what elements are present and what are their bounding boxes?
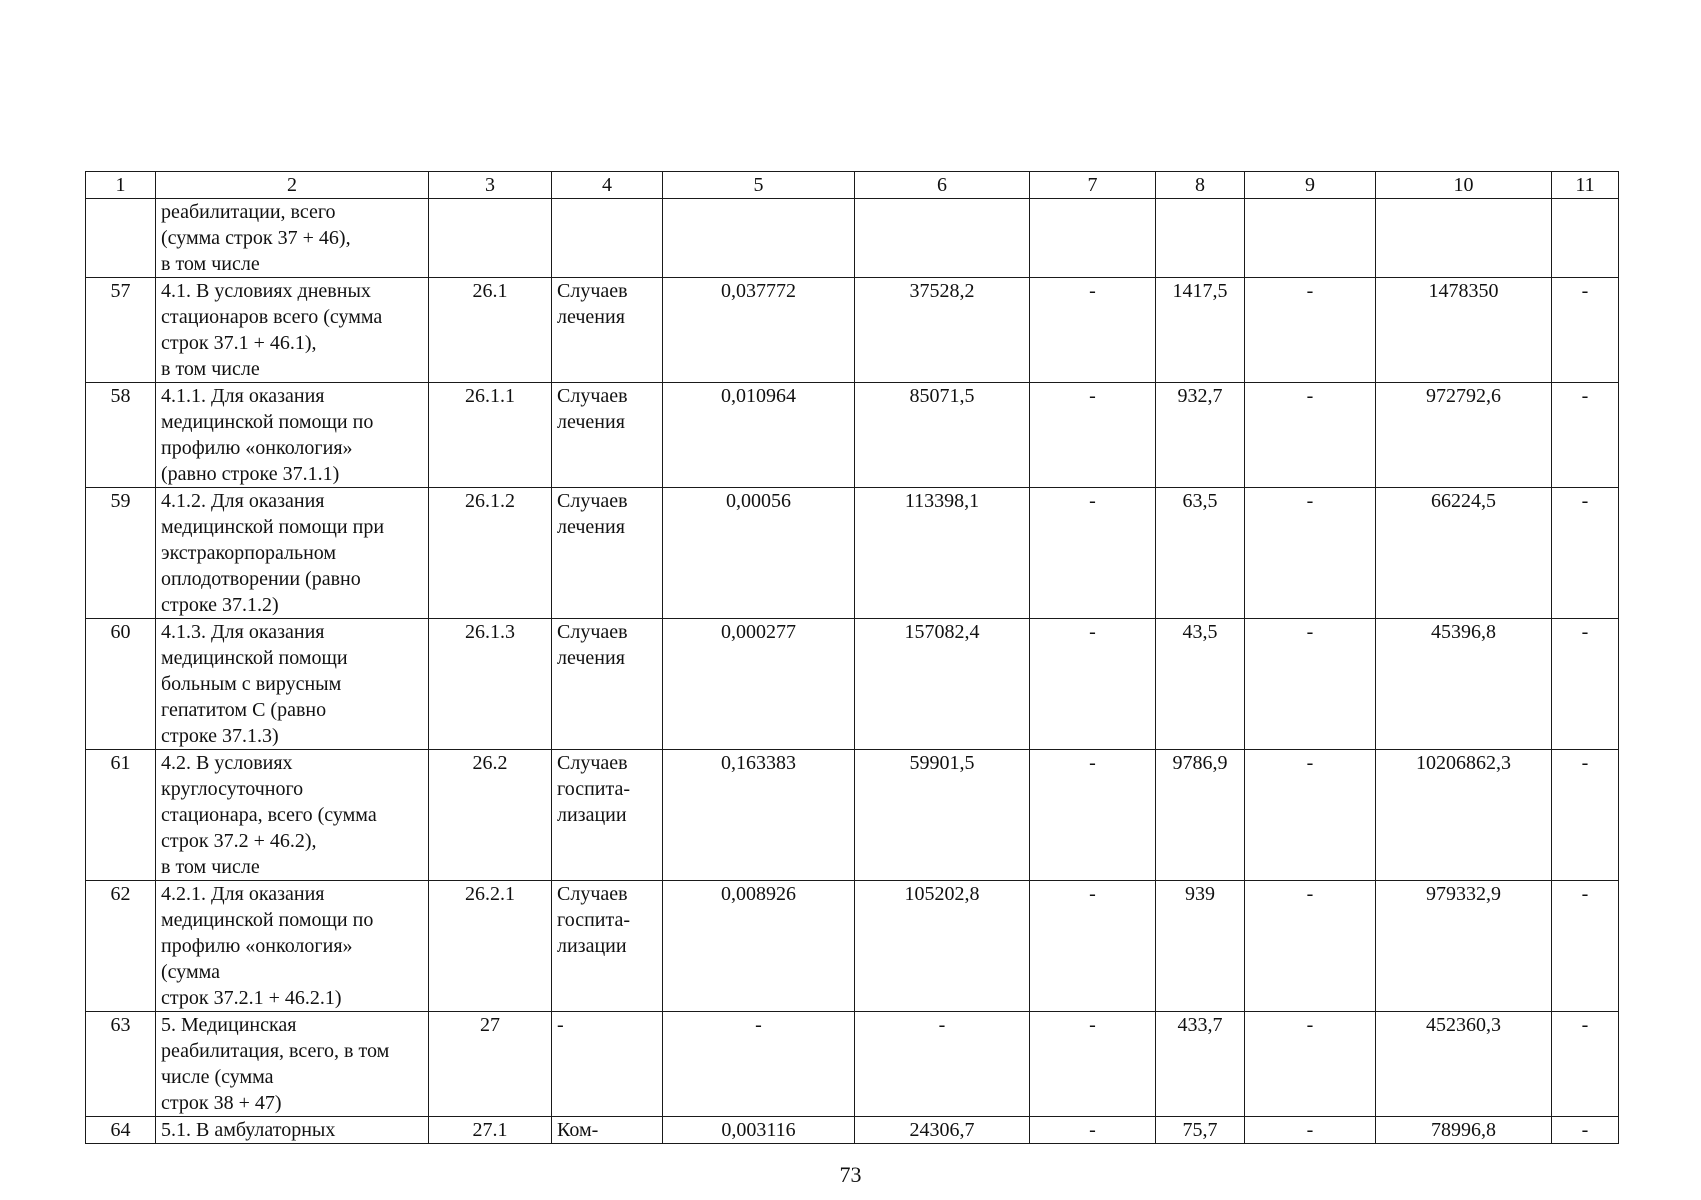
- table-cell: 24306,7: [855, 1117, 1030, 1144]
- column-number-cell: 6: [855, 172, 1030, 199]
- table-row: [86, 488, 1619, 619]
- table-cell: -: [1552, 383, 1619, 488]
- table-cell: [1376, 199, 1552, 278]
- description-cell: 4.2.1. Для оказания медицинской помощи по профилю «онкология» (сумма строк 37.2.1 + 46.2.1): [156, 881, 429, 1012]
- table-cell: [552, 199, 663, 278]
- table-cell: Случаев лечения: [552, 383, 663, 488]
- table-cell: [1030, 199, 1156, 278]
- column-number-cell: 7: [1030, 172, 1156, 199]
- table-cell: -: [1245, 278, 1376, 383]
- table-cell: 105202,8: [855, 881, 1030, 1012]
- table-cell: -: [1552, 278, 1619, 383]
- row-number-cell: 61: [86, 750, 156, 881]
- table-cell: [429, 199, 552, 278]
- table-cell: Случаев лечения: [552, 619, 663, 750]
- description-cell: 4.1.3. Для оказания медицинской помощи больным с вирусным гепатитом С (равно строке 37.1.3): [156, 619, 429, 750]
- table-cell: -: [1552, 619, 1619, 750]
- table-cell: -: [1030, 750, 1156, 881]
- table-cell: 43,5: [1156, 619, 1245, 750]
- table-cell: 10206862,3: [1376, 750, 1552, 881]
- table-cell: 0,037772: [663, 278, 855, 383]
- table-header-row: [86, 172, 1619, 199]
- data-table: [85, 171, 1619, 1144]
- table-cell: 63,5: [1156, 488, 1245, 619]
- table-cell: [855, 199, 1030, 278]
- table-cell: -: [1245, 619, 1376, 750]
- table-cell: -: [663, 1012, 855, 1117]
- table-row: [86, 278, 1619, 383]
- table-cell: -: [1245, 881, 1376, 1012]
- description-cell: 4.1. В условиях дневных стационаров всего (сумма строк 37.1 + 46.1), в том числе: [156, 278, 429, 383]
- table-cell: -: [1030, 1012, 1156, 1117]
- table-cell: 1417,5: [1156, 278, 1245, 383]
- table-cell: 66224,5: [1376, 488, 1552, 619]
- table-cell: 27: [429, 1012, 552, 1117]
- table-cell: 75,7: [1156, 1117, 1245, 1144]
- row-number-cell: 63: [86, 1012, 156, 1117]
- table-cell: -: [1030, 881, 1156, 1012]
- table-cell: 932,7: [1156, 383, 1245, 488]
- table-cell: 26.1.1: [429, 383, 552, 488]
- description-cell: реабилитации, всего (сумма строк 37 + 46), в том числе: [156, 199, 429, 278]
- table-cell: -: [1245, 1012, 1376, 1117]
- table-cell: 0,008926: [663, 881, 855, 1012]
- table-cell: -: [1245, 488, 1376, 619]
- page-number: 73: [839, 1162, 862, 1187]
- table-cell: 1478350: [1376, 278, 1552, 383]
- description-cell: 4.2. В условиях круглосуточного стационара, всего (сумма строк 37.2 + 46.2), в том числе: [156, 750, 429, 881]
- row-number-cell: [86, 199, 156, 278]
- table-cell: 78996,8: [1376, 1117, 1552, 1144]
- table-cell: 26.2: [429, 750, 552, 881]
- table-row: [86, 881, 1619, 1012]
- table-cell: 452360,3: [1376, 1012, 1552, 1117]
- row-number-cell: 64: [86, 1117, 156, 1144]
- table-cell: 85071,5: [855, 383, 1030, 488]
- row-number-cell: 62: [86, 881, 156, 1012]
- table-cell: 113398,1: [855, 488, 1030, 619]
- table-cell: 972792,6: [1376, 383, 1552, 488]
- row-number-cell: 58: [86, 383, 156, 488]
- table-cell: 433,7: [1156, 1012, 1245, 1117]
- table-row: [86, 1117, 1619, 1144]
- table-row: [86, 750, 1619, 881]
- table-cell: 45396,8: [1376, 619, 1552, 750]
- table-row: [86, 619, 1619, 750]
- table-cell: -: [1245, 1117, 1376, 1144]
- column-number-cell: 8: [1156, 172, 1245, 199]
- table-cell: 0,000277: [663, 619, 855, 750]
- table-cell: 9786,9: [1156, 750, 1245, 881]
- column-number-cell: 11: [1552, 172, 1619, 199]
- table-row: [86, 1012, 1619, 1117]
- table-cell: -: [1552, 1012, 1619, 1117]
- table-cell: -: [1552, 1117, 1619, 1144]
- table-cell: 26.1: [429, 278, 552, 383]
- table-cell: 0,00056: [663, 488, 855, 619]
- table-cell: 26.2.1: [429, 881, 552, 1012]
- table-cell: [1156, 199, 1245, 278]
- table-cell: [1552, 199, 1619, 278]
- table-cell: -: [1245, 383, 1376, 488]
- table-cell: 157082,4: [855, 619, 1030, 750]
- description-cell: 4.1.1. Для оказания медицинской помощи по профилю «онкология» (равно строке 37.1.1): [156, 383, 429, 488]
- column-number-cell: 3: [429, 172, 552, 199]
- table-cell: Ком-: [552, 1117, 663, 1144]
- row-number-cell: 60: [86, 619, 156, 750]
- table-cell: -: [1552, 750, 1619, 881]
- description-cell: 5. Медицинская реабилитация, всего, в том числе (сумма строк 38 + 47): [156, 1012, 429, 1117]
- table-cell: [663, 199, 855, 278]
- table-cell: -: [1030, 619, 1156, 750]
- column-number-cell: 4: [552, 172, 663, 199]
- table-cell: 0,003116: [663, 1117, 855, 1144]
- column-number-cell: 1: [86, 172, 156, 199]
- table-cell: -: [1552, 881, 1619, 1012]
- table-cell: 26.1.2: [429, 488, 552, 619]
- table-cell: -: [855, 1012, 1030, 1117]
- table-cell: -: [1030, 1117, 1156, 1144]
- column-number-cell: 2: [156, 172, 429, 199]
- table-cell: 0,163383: [663, 750, 855, 881]
- table-cell: 37528,2: [855, 278, 1030, 383]
- table-row: [86, 383, 1619, 488]
- column-number-cell: 5: [663, 172, 855, 199]
- table-cell: -: [1030, 383, 1156, 488]
- table-cell: -: [1552, 488, 1619, 619]
- table-cell: 0,010964: [663, 383, 855, 488]
- column-number-cell: 10: [1376, 172, 1552, 199]
- table-cell: Случаев госпита- лизации: [552, 881, 663, 1012]
- table-cell: -: [1030, 278, 1156, 383]
- description-cell: 5.1. В амбулаторных: [156, 1117, 429, 1144]
- table-cell: 939: [1156, 881, 1245, 1012]
- description-cell: 4.1.2. Для оказания медицинской помощи при экстракорпоральном оплодотворении (равно строке 37.1.2): [156, 488, 429, 619]
- table-cell: Случаев госпита- лизации: [552, 750, 663, 881]
- table-cell: -: [1030, 488, 1156, 619]
- row-number-cell: 57: [86, 278, 156, 383]
- table-cell: Случаев лечения: [552, 488, 663, 619]
- table-cell: 26.1.3: [429, 619, 552, 750]
- table-cell: 27.1: [429, 1117, 552, 1144]
- table-row: [86, 199, 1619, 278]
- table-cell: 979332,9: [1376, 881, 1552, 1012]
- row-number-cell: 59: [86, 488, 156, 619]
- column-number-cell: 9: [1245, 172, 1376, 199]
- table-cell: Случаев лечения: [552, 278, 663, 383]
- table-cell: -: [552, 1012, 663, 1117]
- table-cell: 59901,5: [855, 750, 1030, 881]
- table-cell: [1245, 199, 1376, 278]
- table-cell: -: [1245, 750, 1376, 881]
